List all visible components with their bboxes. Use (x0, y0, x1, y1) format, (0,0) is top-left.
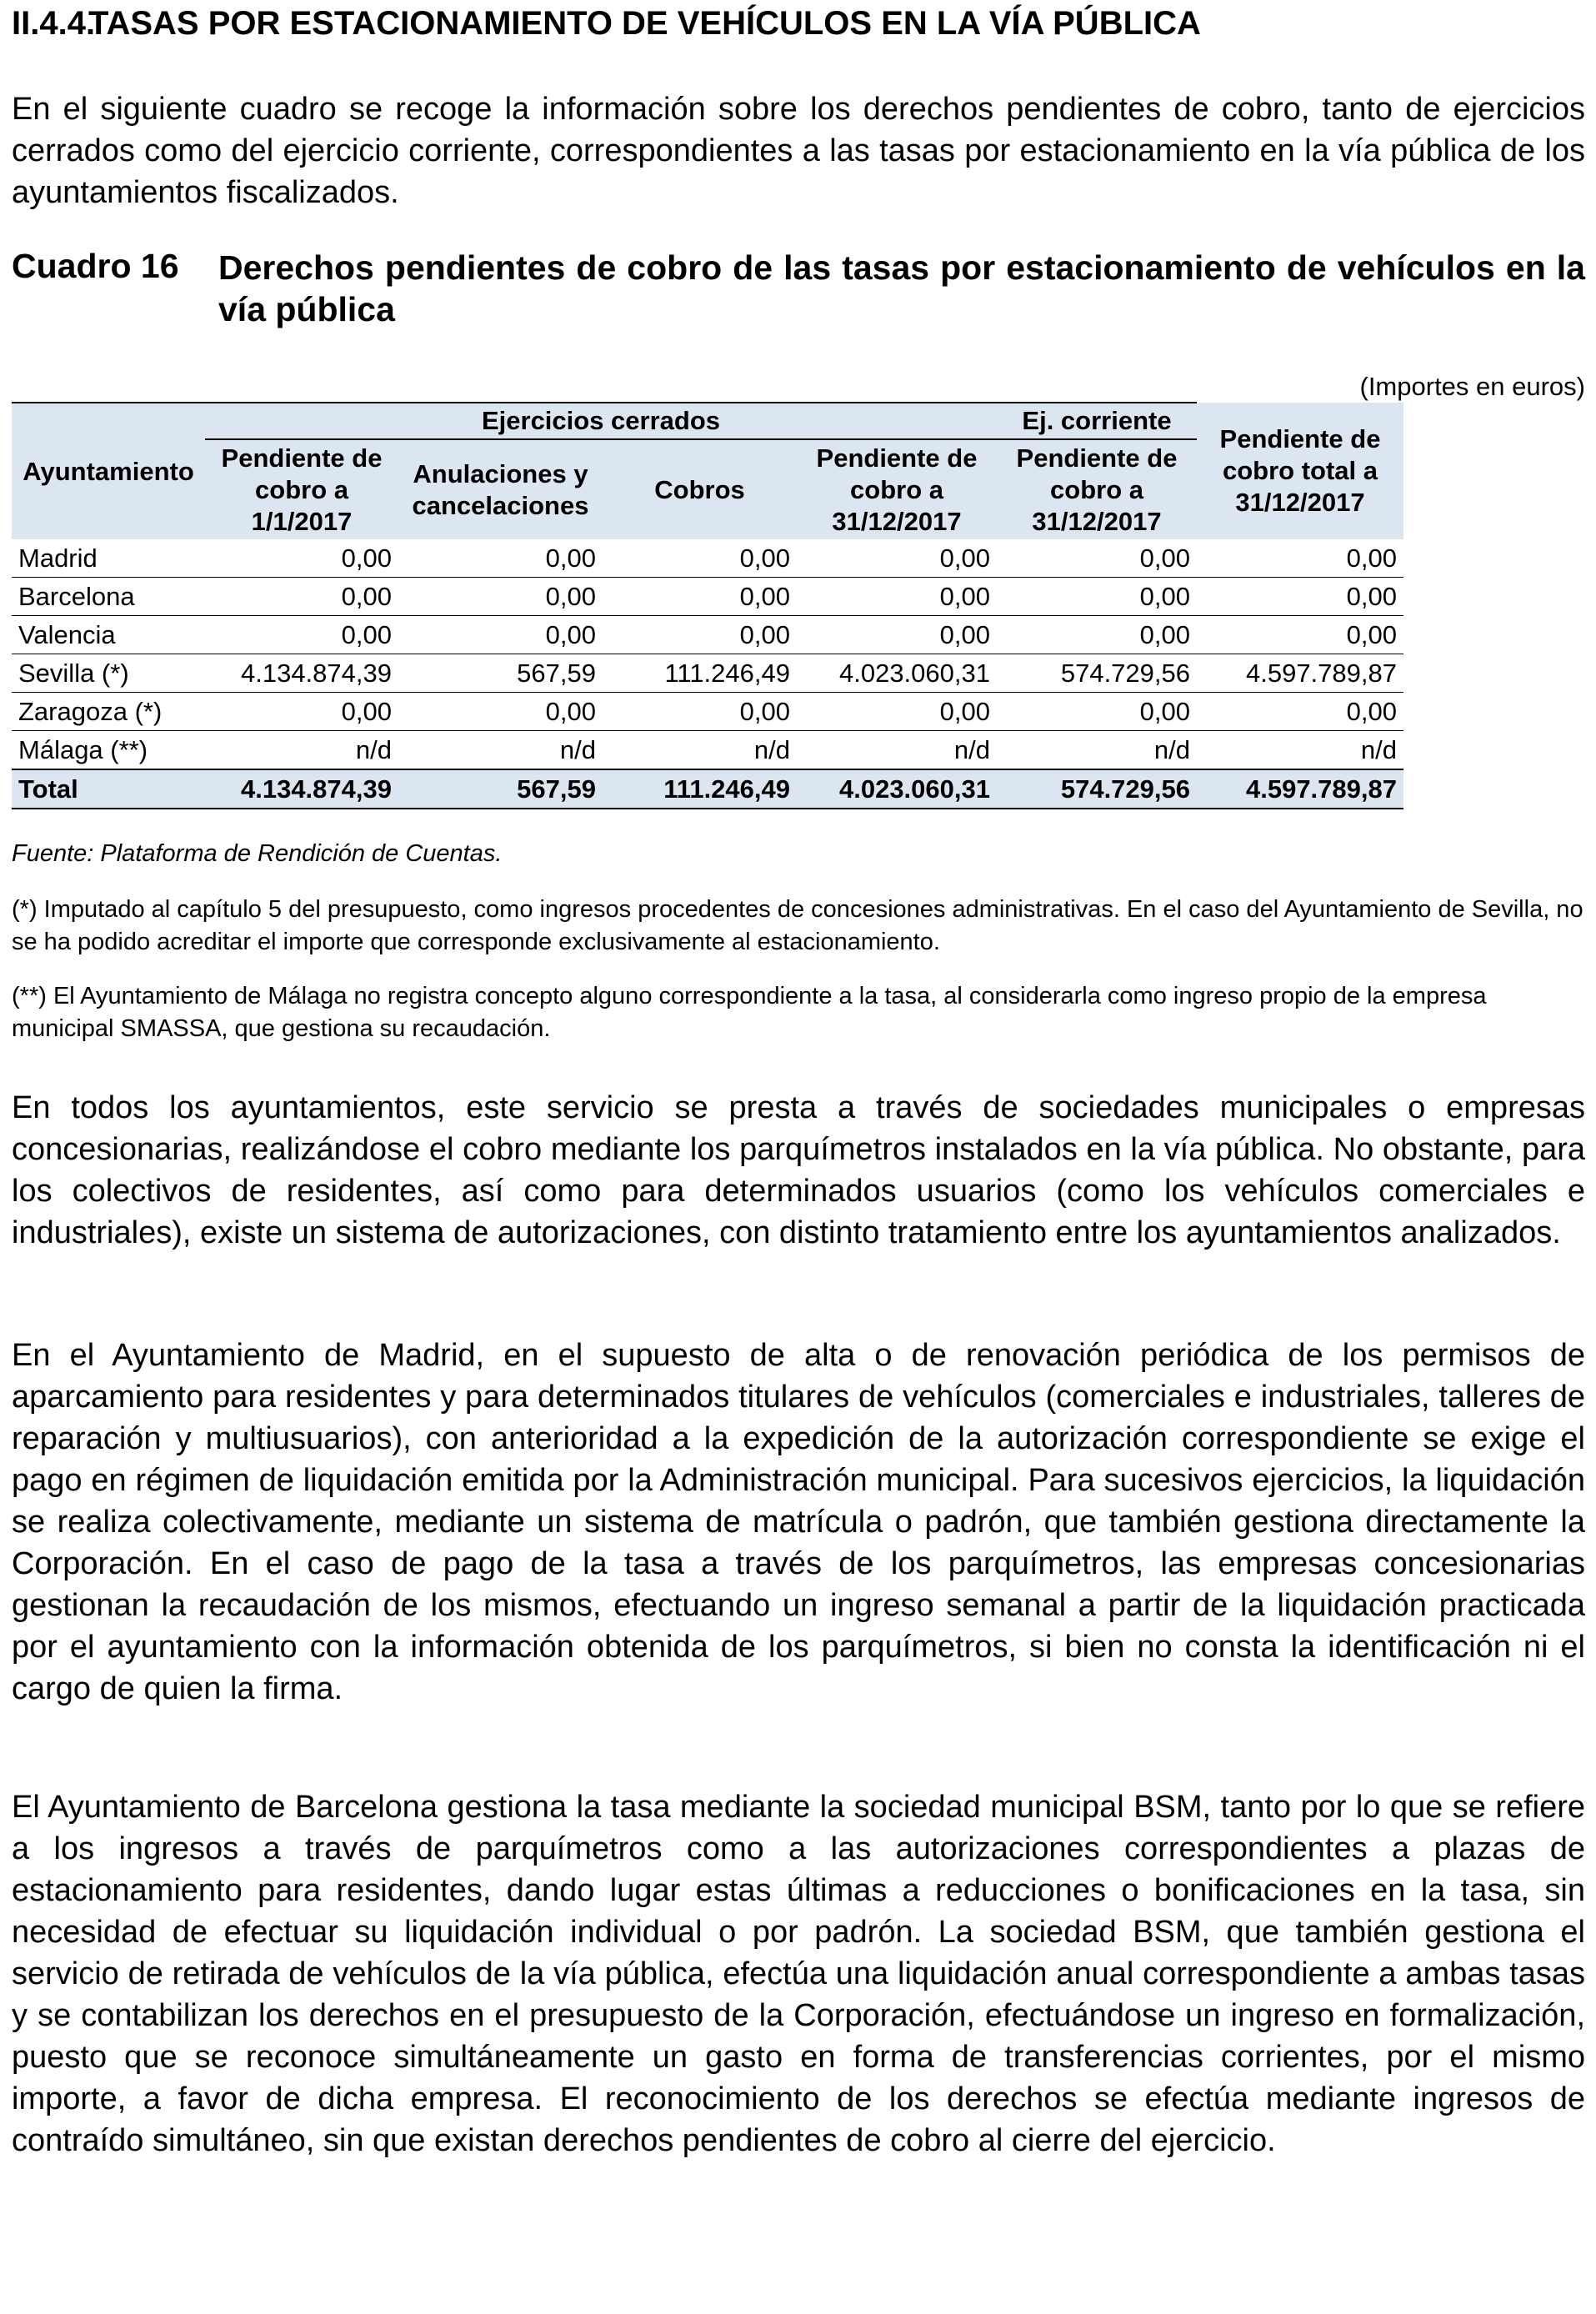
header-pendiente-total: Pendiente de cobro total a 31/12/2017 (1197, 403, 1403, 539)
footnote-1: (*) Imputado al capítulo 5 del presupuesto, como ingresos procedentes de concesiones administrativas. En el caso del Ayuntamiento de Sevilla, no se ha podido acreditar el importe que corresponde exclusivamente al estacionamiento. (12, 896, 1583, 955)
footnote-2: (**) El Ayuntamiento de Málaga no registra concepto alguno correspondiente a la tasa, al considerarla como ingreso propio de la empresa municipal SMASSA, que gestiona su recaudación. (12, 983, 1487, 1042)
table-row (12, 578, 1403, 616)
header-corriente-pendiente: Pendiente de cobro a 31/12/2017 (997, 439, 1197, 539)
cell-value: 567,59 (398, 654, 603, 693)
cell-value: 0,00 (603, 578, 797, 616)
cell-value: 0,00 (997, 578, 1197, 616)
cell-total-value: 574.729,56 (997, 769, 1197, 809)
body-paragraph: El Ayuntamiento de Barcelona gestiona la tasa mediante la sociedad municipal BSM, tanto por lo que se refiere a los ingresos a través de parquímetros como a las autorizaciones correspondientes a plazas de estacionamiento para residentes, dando lugar estas últimas a reducciones o bonificaciones en la tasa, sin necesidad de efectuar su liquidación individual o por padrón. La sociedad BSM, que también gestiona el servicio de retirada de vehículos de la vía pública, efectúa una liquidación anual correspondiente a ambas tasas y se contabilizan los derechos en el presupuesto de la Corporación, efectuándose un ingreso en formalización, puesto que se reconoce simultáneamente un gasto en forma de transferencias corrientes, por el mismo importe, a favor de dicha empresa. El reconocimiento de los derechos se efectúa mediante ingresos de contraído simultáneo, sin que existan derechos pendientes de cobro al cierre del ejercicio. (12, 1790, 1585, 2158)
cell-total-value: 567,59 (398, 769, 603, 809)
table-row (12, 731, 1403, 770)
cell-value: 0,00 (1197, 616, 1403, 654)
table-row (12, 539, 1403, 578)
cell-value: 574.729,56 (997, 654, 1197, 693)
table-source: Fuente: Plataforma de Rendición de Cuentas. (12, 840, 503, 867)
cell-value: n/d (997, 731, 1197, 770)
cell-total-label: Total (12, 769, 205, 809)
cell-total-value: 4.134.874,39 (205, 769, 398, 809)
body-paragraph: En todos los ayuntamientos, este servicio se presta a través de sociedades municipales o empresas concesionarias, realizándose el cobro mediante los parquímetros instalados en la vía pública. No obstante, para los colectivos de residentes, así como para determinados usuarios (como los vehículos comerciales e industriales), existe un sistema de autorizaciones, con distinto tratamiento entre los ayuntamientos analizados. (12, 1090, 1585, 1250)
section-number: II.4.4. (12, 5, 96, 42)
cell-value: 0,00 (797, 578, 997, 616)
cell-ayuntamiento: Barcelona (12, 578, 205, 616)
cell-ayuntamiento: Madrid (12, 539, 205, 578)
header-ejercicios-cerrados: Ejercicios cerrados (205, 403, 997, 439)
body-paragraph: En el Ayuntamiento de Madrid, en el supuesto de alta o de renovación periódica de los permisos de aparcamiento para residentes y para determinados titulares de vehículos (comerciales e industriales, talleres de reparación y multiusuarios), con anterioridad a la expedición de la autorización correspondiente se exige el pago en régimen de liquidación emitida por la Administración municipal. Para sucesivos ejercicios, la liquidación se realiza colectivamente, mediante un sistema de matrícula o padrón, que también gestiona directamente la Corporación. En el caso de pago de la tasa a través de los parquímetros, las empresas concesionarias gestionan la recaudación de los mismos, efectuando un ingreso semanal a partir de la liquidación practicada por el ayuntamiento con la información obtenida de los parquímetros, si bien no consta la identificación ni el cargo de quien la firma. (12, 1338, 1585, 1706)
cell-value: 0,00 (398, 578, 603, 616)
header-pendiente-fin: Pendiente de cobro a 31/12/2017 (797, 439, 997, 539)
table-row (12, 654, 1403, 693)
intro-paragraph: En el siguiente cuadro se recoge la información sobre los derechos pendientes de cobro, tanto de ejercicios cerrados como del ejercicio corriente, correspondientes a las tasas por estacionamiento en la vía pública de los ayuntamientos fiscalizados. (12, 92, 1585, 210)
table-label: Cuadro 16 (12, 247, 179, 285)
cell-value: 111.246,49 (603, 654, 797, 693)
cell-value: 0,00 (603, 693, 797, 731)
cell-value: 0,00 (398, 616, 603, 654)
cell-value: 0,00 (797, 616, 997, 654)
cell-value: 4.023.060,31 (797, 654, 997, 693)
cell-value: 0,00 (1197, 539, 1403, 578)
section-title: TASAS POR ESTACIONAMIENTO DE VEHÍCULOS EN LA VÍA PÚBLICA (88, 5, 1201, 42)
table-row (12, 616, 1403, 654)
table-total-row (12, 769, 1403, 809)
cell-total-value: 4.023.060,31 (797, 769, 997, 809)
cell-ayuntamiento: Zaragoza (*) (12, 693, 205, 731)
cell-value: 0,00 (205, 693, 398, 731)
cell-value: n/d (205, 731, 398, 770)
cell-value: 0,00 (205, 539, 398, 578)
cell-value: 0,00 (398, 539, 603, 578)
cell-value: 0,00 (1197, 693, 1403, 731)
cell-value: n/d (603, 731, 797, 770)
cell-value: 0,00 (797, 693, 997, 731)
cell-value: 4.597.789,87 (1197, 654, 1403, 693)
header-anulaciones: Anulaciones y cancelaciones (398, 439, 603, 539)
cell-total-value: 111.246,49 (603, 769, 797, 809)
cell-value: n/d (398, 731, 603, 770)
cell-ayuntamiento: Valencia (12, 616, 205, 654)
data-table (12, 402, 1403, 809)
cell-value: 0,00 (603, 539, 797, 578)
header-cobros: Cobros (603, 439, 797, 539)
cell-value: 0,00 (797, 539, 997, 578)
header-ej-corriente: Ej. corriente (997, 403, 1197, 439)
header-pendiente-inicio: Pendiente de cobro a 1/1/2017 (205, 439, 398, 539)
cell-value: 0,00 (997, 616, 1197, 654)
cell-value: n/d (797, 731, 997, 770)
cell-value: n/d (1197, 731, 1403, 770)
cell-value: 0,00 (205, 578, 398, 616)
cell-value: 0,00 (997, 693, 1197, 731)
cell-value: 0,00 (997, 539, 1197, 578)
cell-value: 0,00 (398, 693, 603, 731)
section-heading (12, 5, 1201, 43)
table-caption: Derechos pendientes de cobro de las tasas por estacionamiento de vehículos en la vía pública (218, 248, 1585, 328)
cell-value: 0,00 (205, 616, 398, 654)
cell-ayuntamiento: Sevilla (*) (12, 654, 205, 693)
table-row (12, 693, 1403, 731)
cell-value: 0,00 (603, 616, 797, 654)
cell-value: 4.134.874,39 (205, 654, 398, 693)
cell-ayuntamiento: Málaga (**) (12, 731, 205, 770)
cell-value: 0,00 (1197, 578, 1403, 616)
cell-total-value: 4.597.789,87 (1197, 769, 1403, 809)
units-note: (Importes en euros) (1359, 372, 1585, 401)
header-ayuntamiento: Ayuntamiento (12, 403, 205, 539)
